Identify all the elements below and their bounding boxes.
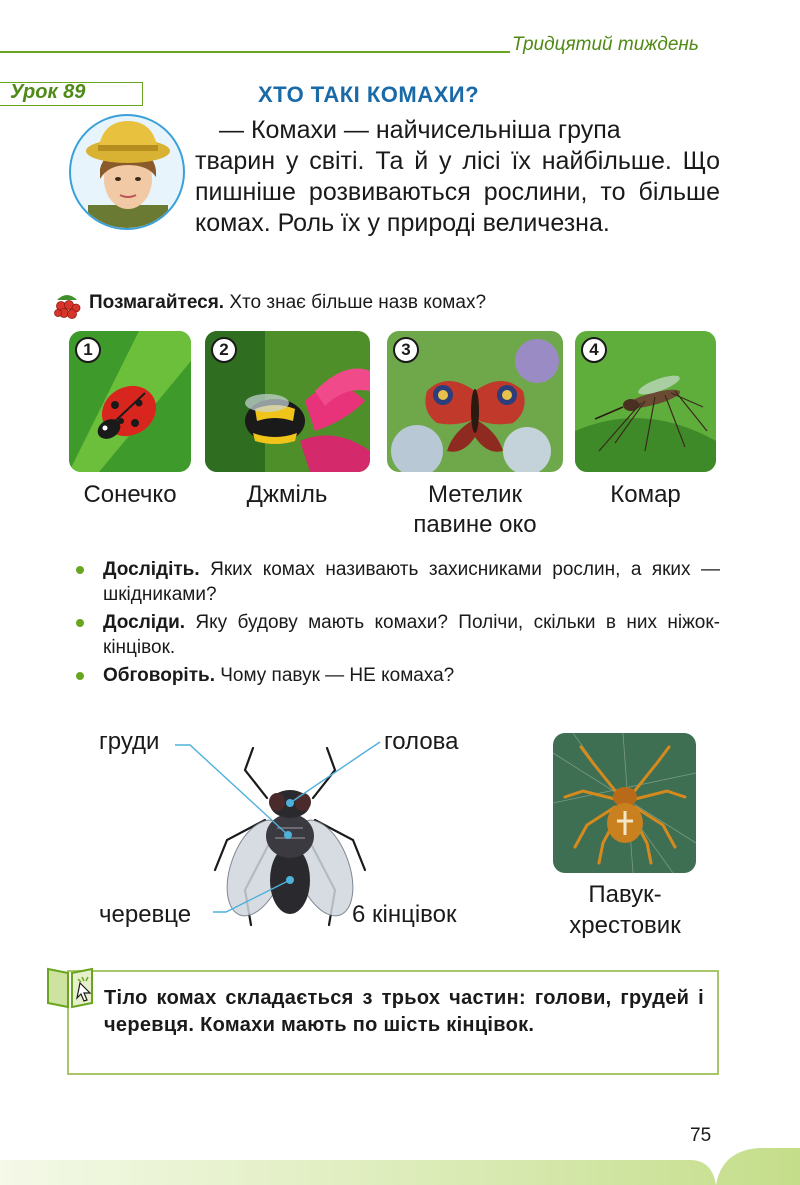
- label-chest: груди: [99, 728, 160, 755]
- photo-cross-spider: [553, 733, 696, 873]
- boy-avatar-icon: [68, 113, 186, 231]
- label-head: голова: [384, 728, 459, 755]
- insect-number: 3: [393, 337, 419, 363]
- task-text: Чому павук — НЕ комаха?: [214, 665, 455, 686]
- task-item: [103, 557, 720, 607]
- open-book-icon: [44, 963, 96, 1009]
- photo-mosquito: [575, 331, 716, 472]
- fly-illustration: [205, 740, 375, 930]
- task-list: [103, 557, 720, 691]
- insect-number: 4: [581, 337, 607, 363]
- week-title: Тридцятий тиждень: [512, 34, 699, 55]
- photo-bumblebee: [205, 331, 370, 472]
- caption-spider-line2: хрестовик: [569, 912, 681, 939]
- footer-band: [0, 1144, 800, 1185]
- header-rule: [0, 51, 510, 53]
- task-bold: Дослідіть.: [103, 559, 200, 580]
- caption-butterfly-line1: Метелик: [428, 481, 522, 508]
- intro-rest: тварин у світі. Та й у лісі їх найбільше. Що пишніше розвиваються рослини, то більше комах. Роль їх у природі величезна.: [195, 147, 720, 237]
- label-abdomen: черевце: [99, 901, 192, 928]
- photo-ladybug: [69, 331, 191, 472]
- rowan-berries-icon: [51, 290, 83, 322]
- lesson-label: Урок 89: [10, 81, 86, 103]
- page-title: ХТО ТАКІ КОМАХИ?: [258, 82, 480, 107]
- game-task: [89, 292, 486, 314]
- game-task-text: Хто знає більше назв комах?: [224, 292, 487, 313]
- caption-butterfly: [385, 480, 565, 540]
- intro-first-line: — Комахи — найчисельніша група: [219, 116, 621, 144]
- caption-ladybug: Сонечко: [83, 481, 177, 508]
- caption-bumblebee: Джміль: [246, 481, 328, 508]
- rule-text: Тіло комах складається з трьох частин: голови, грудей і черевця. Комахи мають по шість кінцівок.: [104, 987, 704, 1036]
- task-bold: Обговоріть.: [103, 665, 215, 686]
- caption-mosquito: Комар: [610, 481, 681, 508]
- photo-peacock-butterfly: [387, 331, 563, 472]
- page-number: 75: [690, 1125, 712, 1146]
- task-text: Яку будову мають комахи? Полічи, скільки в них ніжок-кінцівок.: [103, 612, 720, 658]
- task-text: Яких комах називають захисниками рослин, а яких — шкідниками?: [103, 559, 720, 605]
- intro-paragraph: [195, 115, 720, 239]
- caption-spider: [540, 879, 710, 941]
- task-bold: Досліди.: [103, 612, 186, 633]
- insect-number: 1: [75, 337, 101, 363]
- task-item: [103, 663, 720, 688]
- label-legs: 6 кінцівок: [352, 901, 457, 928]
- game-task-bold: Позмагайтеся.: [89, 292, 225, 313]
- task-item: [103, 610, 720, 660]
- insect-number: 2: [211, 337, 237, 363]
- caption-spider-line1: Павук-: [588, 881, 662, 908]
- caption-butterfly-line2: павине око: [413, 511, 537, 538]
